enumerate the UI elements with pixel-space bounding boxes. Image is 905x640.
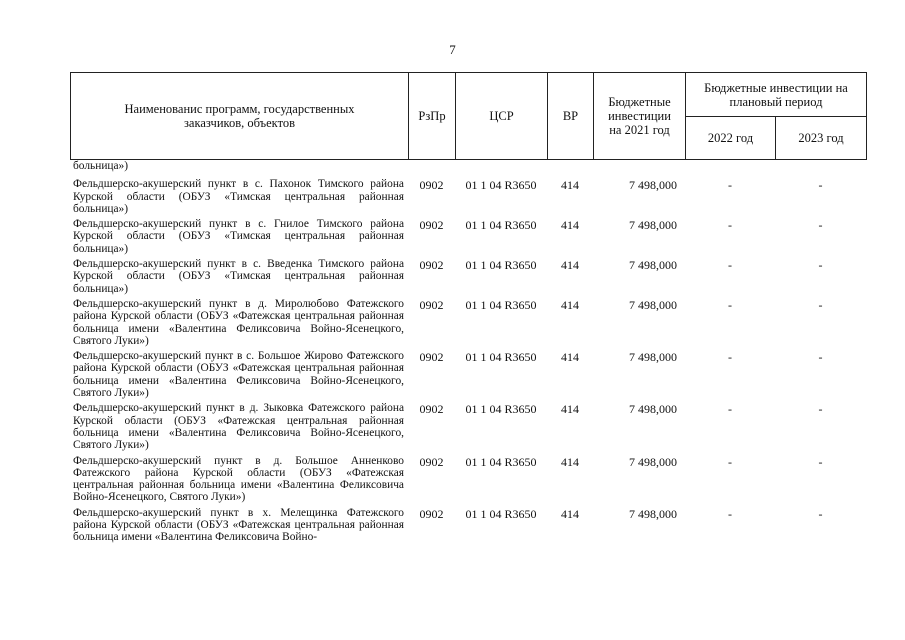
object-name: Фельдшерско-акушерский пункт в с. Пахонок Тимского района Курской области (ОБУЗ «Тимская центральная районная больница») — [73, 178, 404, 215]
header-name: Наименованис программ, государственных заказчиков, объектов — [71, 73, 409, 160]
csr-cell: 01 1 04 R3650 — [465, 297, 537, 312]
rzpr-cell: 0902 — [419, 218, 444, 233]
table-row — [70, 298, 866, 350]
budget-2021-cell: 7 498,000 — [629, 178, 677, 193]
csr-cell: 01 1 04 R3650 — [465, 178, 537, 193]
budget-2021-cell: 7 498,000 — [629, 454, 677, 469]
budget-2022-cell: - — [728, 350, 732, 365]
object-name: Фельдшерско-акушерский пункт в д. Зыковка Фатежского района Курской области (ОБУЗ «Фатежская центральная районная больница имени «Валентина Феликсовича Войно-Ясенецкого, Святого Луки») — [73, 402, 404, 452]
budget-2022-cell: - — [728, 178, 732, 193]
budget-2023-cell: - — [818, 178, 823, 193]
table-row — [70, 455, 866, 507]
budget-2022-cell: - — [728, 454, 732, 469]
budget-2023-cell: - — [818, 454, 823, 469]
budget-2023-cell: - — [818, 218, 823, 233]
vr-cell: 414 — [561, 258, 579, 273]
rzpr-cell: 0902 — [419, 258, 444, 273]
csr-cell: 01 1 04 R3650 — [465, 402, 537, 417]
rzpr-cell: 0902 — [419, 402, 444, 417]
vr-cell: 414 — [561, 218, 579, 233]
csr-cell: 01 1 04 R3650 — [465, 218, 537, 233]
object-name: Фельдшерско-акушерский пункт в с. Большое Жирово Фатежского района Курской области (ОБУЗ «Фатежская центральная районная больница имени «Валентина Феликсовича Войно-Ясенецкого, Святого Луки») — [73, 350, 404, 400]
header-2023: 2023 год — [776, 117, 867, 160]
vr-cell: 414 — [561, 454, 579, 469]
object-name: Фельдшерско-акушерский пункт в с. Введенка Тимского района Курской области (ОБУЗ «Тимская центральная районная больница») — [73, 258, 404, 295]
header-vr: ВР — [548, 73, 594, 160]
table-row — [70, 218, 866, 258]
csr-cell: 01 1 04 R3650 — [465, 350, 537, 365]
budget-2023-cell: - — [818, 297, 823, 312]
table-row — [70, 178, 866, 218]
object-name: Фельдшерско-акушерский пункт в д. Миролюбово Фатежского района Курской области (ОБУЗ «Фатежская центральная районная больница имени «Валентина Феликсовича Войно-Ясенецкого, Святого Луки») — [73, 297, 404, 347]
budget-2022-cell: - — [728, 297, 732, 312]
budget-2021-cell: 7 498,000 — [629, 297, 677, 312]
header-budget-2021: Бюджетные инвестиции на 2021 год — [594, 73, 686, 160]
table-row — [70, 402, 866, 454]
header-rzpr: РзПр — [409, 73, 456, 160]
header-2022: 2022 год — [686, 117, 776, 160]
table-row — [70, 258, 866, 298]
rzpr-cell: 0902 — [419, 350, 444, 365]
table-body — [70, 160, 866, 547]
budget-2022-cell: - — [728, 506, 732, 521]
object-name: Фельдшерско-акушерский пункт в х. Мелещинка Фатежского района Курской области (ОБУЗ «Фатежская центральная районная больница имени «Валентина Феликсовича Войно- — [73, 506, 404, 544]
budget-2023-cell: - — [818, 506, 823, 521]
vr-cell: 414 — [561, 350, 579, 365]
budget-2022-cell: - — [728, 218, 732, 233]
csr-cell: 01 1 04 R3650 — [465, 258, 537, 273]
rzpr-cell: 0902 — [419, 454, 444, 469]
budget-2021-cell: 7 498,000 — [629, 218, 677, 233]
budget-2021-cell: 7 498,000 — [629, 350, 677, 365]
rzpr-cell: 0902 — [419, 506, 444, 521]
budget-2021-cell: 7 498,000 — [629, 402, 677, 417]
continuation-text: больница») — [73, 160, 129, 172]
object-name: Фельдшерско-акушерский пункт в д. Большое Анненково Фатежского района Курской области (ОБУЗ «Фатежская центральная районная больница имени «Валентина Феликсовича Войно-Ясенецкого, Святого Луки») — [73, 454, 404, 504]
vr-cell: 414 — [561, 506, 579, 521]
budget-2021-cell: 7 498,000 — [629, 506, 677, 521]
vr-cell: 414 — [561, 297, 579, 312]
object-name: Фельдшерско-акушерский пункт в с. Гнилое Тимского района Курской области (ОБУЗ «Тимская центральная районная больница») — [73, 218, 404, 255]
budget-2023-cell: - — [818, 258, 823, 273]
budget-2023-cell: - — [818, 350, 823, 365]
page-number: 7 — [449, 42, 456, 57]
csr-cell: 01 1 04 R3650 — [465, 506, 537, 521]
header-csr: ЦСР — [456, 73, 548, 160]
budget-2022-cell: - — [728, 402, 732, 417]
budget-2023-cell: - — [818, 402, 823, 417]
table-row — [70, 507, 866, 547]
rzpr-cell: 0902 — [419, 178, 444, 193]
table-header — [70, 72, 866, 159]
table-row — [70, 350, 866, 402]
vr-cell: 414 — [561, 402, 579, 417]
vr-cell: 414 — [561, 178, 579, 193]
rzpr-cell: 0902 — [419, 297, 444, 312]
csr-cell: 01 1 04 R3650 — [465, 454, 537, 469]
header-planned-period: Бюджетные инвестиции на плановый период — [686, 73, 867, 117]
budget-2022-cell: - — [728, 258, 732, 273]
budget-2021-cell: 7 498,000 — [629, 258, 677, 273]
